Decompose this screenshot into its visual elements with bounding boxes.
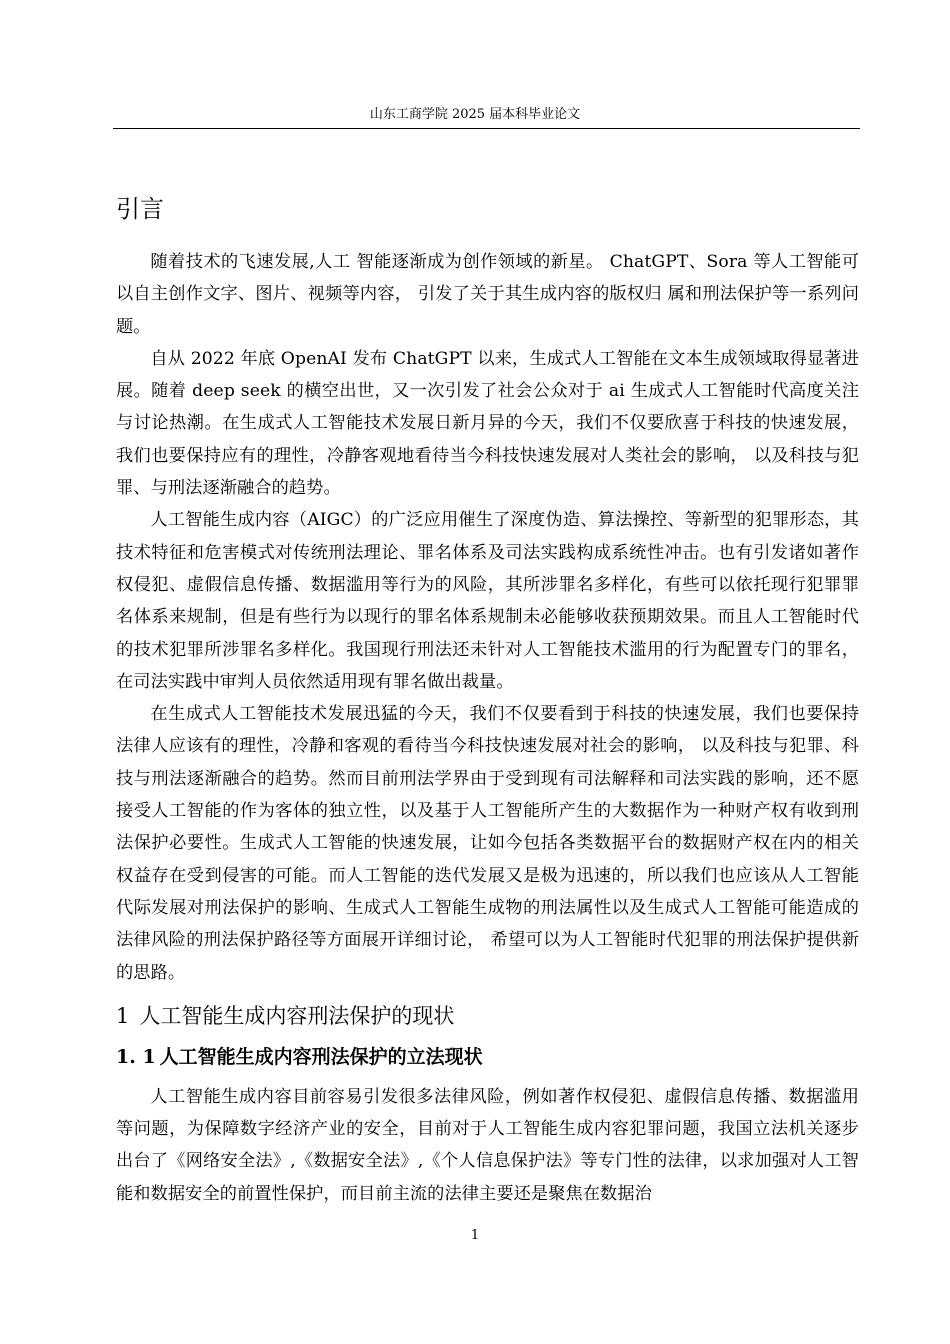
running-header: 山东工商学院 2025 届本科毕业论文 xyxy=(369,107,581,122)
section-1-heading xyxy=(116,995,859,1037)
intro-paragraph-4: 在生成式人工智能技术发展迅猛的今天，我们不仅要看到于科技的快速发展，我们也要保持法律人应该有的理性，冷静和客观的看待当今科技快速发展对社会的影响， 以及科技与犯罪、科技与刑法逐渐融合的趋势。然而目前刑法学界由于受到现有司法解释和司法实践的影响，还不愿接受人工智能的作为客体的独立性，以及基于人工智能所产生的大数据作为一种财产权有收到刑法保护必要性。生成式人工智能的快速发展，让如今包括各类数据平台的数据财产权在内的相关权益存在受到侵害的可能。而人工智能的迭代发展又是极为迅速的，所以我们也应该从人工智能代际发展对刑法保护的影响、生成式人工智能生成物的刑法属性以及生成式人工智能可能造成的法律风险的刑法保护路径等方面展开详细讨论， 希望可以为人工智能时代犯罪的刑法保护提供新的思路。 xyxy=(116,704,859,983)
section-1-1-paragraph-1: 人工智能生成内容目前容易引发很多法律风险，例如著作权侵犯、虚假信息传播、数据滥用等问题，为保障数字经济产业的安全，目前对于人工智能生成内容犯罪问题，我国立法机关逐步出台了《网络安全法》,《数据安全法》,《个人信息保护法》等专门性的法律，以求加强对人工智能和数据安全的前置性保护，而目前主流的法律主要还是聚焦在数据治 xyxy=(116,1086,859,1204)
section-1-title: 人工智能生成内容刑法保护的现状 xyxy=(139,1003,455,1028)
intro-heading: 引言 xyxy=(116,195,164,223)
section-1-1-heading xyxy=(116,1039,859,1075)
intro-paragraph-2: 自从 2022 年底 OpenAI 发布 ChatGPT 以来，生成式人工智能在文本生成领域取得显著进展。随着 deep seek 的横空出世，又一次引发了社会公众对于 ai 生成式人工智能时代高度关注与讨论热潮。在生成式人工智能技术发展日新月异的今天，我们不仅要欣喜于科技的快速发展，我们也要保持应有的理性，冷静客观地看待当今科技快速发展对人类社会的影响， 以及科技与犯罪、与刑法逐渐融合的趋势。 xyxy=(116,348,859,499)
page-number: 1 xyxy=(470,1228,480,1243)
section-1-1-title: 人工智能生成内容刑法保护的立法现状 xyxy=(159,1045,483,1068)
document-body xyxy=(116,186,859,1210)
intro-paragraph-1: 随着技术的飞速发展,人工 智能逐渐成为创作领域的新星。 ChatGPT、Sora 等人工智能可以自主创作文字、图片、视频等内容， 引发了关于其生成内容的版权归 属和刑法保护等一系列问题。 xyxy=(116,252,859,337)
section-1-number: 1 xyxy=(116,1003,130,1028)
section-1-1-number: 1. 1 xyxy=(116,1045,156,1068)
intro-paragraph-3: 人工智能生成内容（AIGC）的广泛应用催生了深度伪造、算法操控、等新型的犯罪形态，其技术特征和危害模式对传统刑法理论、罪名体系及司法实践构成系统性冲击。也有引发诸如著作权侵犯、虚假信息传播、数据滥用等行为的风险，其所涉罪名多样化，有些可以依托现行犯罪罪名体系来规制，但是有些行为以现行的罪名体系规制未必能够收获预期效果。而且人工智能时代的技术犯罪所涉罪名多样化。我国现行刑法还未针对人工智能技术滥用的行为配置专门的罪名，在司法实践中审判人员依然适用现有罪名做出裁量。 xyxy=(116,510,859,692)
header-divider xyxy=(113,128,860,129)
